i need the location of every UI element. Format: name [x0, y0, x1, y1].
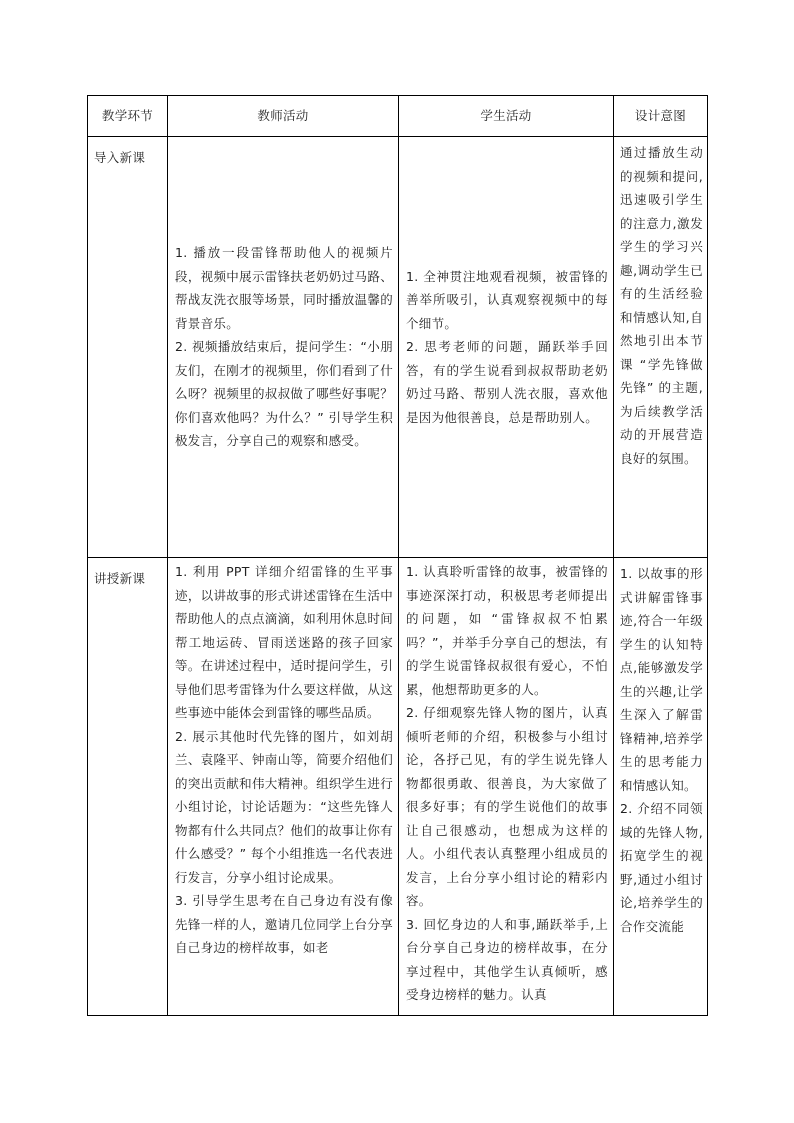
teacher-activity-cell — [168, 137, 399, 558]
student-paragraph: 2. 仔细观察先锋人物的图片，认真倾听老师的介绍，积极参与小组讨论，各抒己见，有的学生说先锋人物都很勇敢、很善良，为大家做了很多好事；有的学生说他们的故事让自己很感动，也想成为这样的人。小组代表认真整理小组成员的发言，上台分享小组讨论的精彩内容。 — [406, 705, 608, 908]
table-row — [88, 137, 708, 558]
teacher-paragraph: 2. 视频播放结束后，提问学生：“小朋友们，在刚才的视频里，你们看到了什么呀？视频里的叔叔做了哪些好事呢？你们喜欢他吗？为什么？” 引导学生积极发言，分享自己的观察和感受。 — [175, 339, 393, 449]
lesson-plan-table — [87, 95, 708, 1016]
design-intent-content — [620, 562, 703, 1015]
teacher-paragraph: 2. 展示其他时代先锋的图片，如刘胡兰、袁隆平、钟南山等，简要介绍他们的突出贡献和伟大精神。组织学生进行小组讨论，讨论话题为：“这些先锋人物都有什么共同点？他们的故事让你有什么感受？” 每个小组推选一名代表进行发言，分享小组讨论成果。 — [175, 728, 393, 885]
student-paragraph: 2. 思考老师的问题，踊跃举手回答，有的学生说看到叔叔帮助老奶奶过马路、帮别人洗衣服，喜欢他是因为他很善良，总是帮助别人。 — [406, 339, 608, 425]
teacher-paragraph: 3. 引导学生思考在自己身边有没有像先锋一样的人，邀请几位同学上台分享自己身边的榜样故事，如老 — [175, 893, 393, 955]
student-paragraph: 3. 回忆身边的人和事,踊跃举手,上台分享自己身边的榜样故事，在分享过程中，其他学生认真倾听，感受身边榜样的魅力。认真 — [406, 916, 608, 1002]
teacher-activity-cell — [168, 558, 399, 1016]
table-header-row — [88, 96, 708, 137]
teacher-paragraph: 1. 播放一段雷锋帮助他人的视频片段，视频中展示雷锋扶老奶奶过马路、帮战友洗衣服等场景，同时播放温馨的背景音乐。 — [175, 245, 393, 331]
intent-paragraph: 1. 以故事的形式讲解雷锋事迹,符合一年级学生的认知特点,能够激发学生的兴趣,让学生深入了解雷锋精神,培养学生的思考能力和情感认知。 — [620, 566, 703, 793]
intent-paragraph: 通过播放生动的视频和提问,迅速吸引学生的注意力,激发学生的学习兴趣,调动学生已有的生活经验和情感认知,自然地引出本节课 “学先锋做先锋” 的主题,为后续教学活动的开展营造良好的氛围。 — [620, 145, 703, 466]
student-paragraph: 1. 认真聆听雷锋的故事，被雷锋的事迹深深打动，积极思考老师提出的问题，如 “雷锋叔叔不怕累吗？”，并举手分享自己的想法，有的学生说雷锋叔叔很有爱心，不怕累，他想帮助更多的人。 — [406, 564, 608, 697]
design-intent-cell — [614, 558, 708, 1016]
student-activity-cell — [399, 137, 614, 558]
design-intent-cell — [614, 137, 708, 558]
stage-cell: 讲授新课 — [88, 558, 168, 1016]
student-activity-cell — [399, 558, 614, 1016]
header-design-intent: 设计意图 — [614, 96, 708, 137]
student-paragraph: 1. 全神贯注地观看视频，被雷锋的善举所吸引，认真观察视频中的每个细节。 — [406, 268, 608, 331]
table-row — [88, 558, 708, 1016]
header-stage: 教学环节 — [88, 96, 168, 137]
teacher-paragraph: 1. 利用 PPT 详细介绍雷锋的生平事迹，以讲故事的形式讲述雷锋在生活中帮助他人的点点滴滴，如利用休息时间帮工地运砖、冒雨送迷路的孩子回家等。在讲述过程中，适时提问学生，引导他们思考雷锋为什么要这样做，从这些事迹中能体会到雷锋的哪些品质。 — [175, 564, 393, 720]
intent-paragraph: 2. 介绍不同领域的先锋人物,拓宽学生的视野,通过小组讨论,培养学生的合作交流能 — [620, 801, 703, 934]
stage-cell: 导入新课 — [88, 137, 168, 558]
teacher-activity-content — [175, 560, 393, 1013]
header-teacher-activity: 教师活动 — [168, 96, 399, 137]
student-activity-content — [406, 560, 608, 1013]
header-student-activity: 学生活动 — [399, 96, 614, 137]
